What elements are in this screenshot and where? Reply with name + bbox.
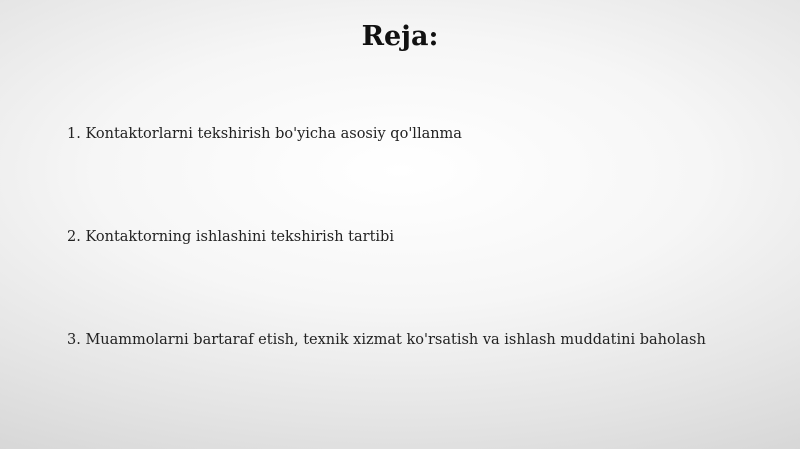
plan-item-3: 3. Muammolarni bartaraf etish, texnik xizmat ko'rsatish va ishlash muddatini baholash [67, 332, 706, 348]
plan-item-1: 1. Kontaktorlarni tekshirish bo'yicha asosiy qo'llanma [67, 126, 462, 142]
plan-item-2: 2. Kontaktorning ishlashini tekshirish tartibi [67, 229, 394, 245]
slide-title: Reja: [361, 21, 439, 52]
